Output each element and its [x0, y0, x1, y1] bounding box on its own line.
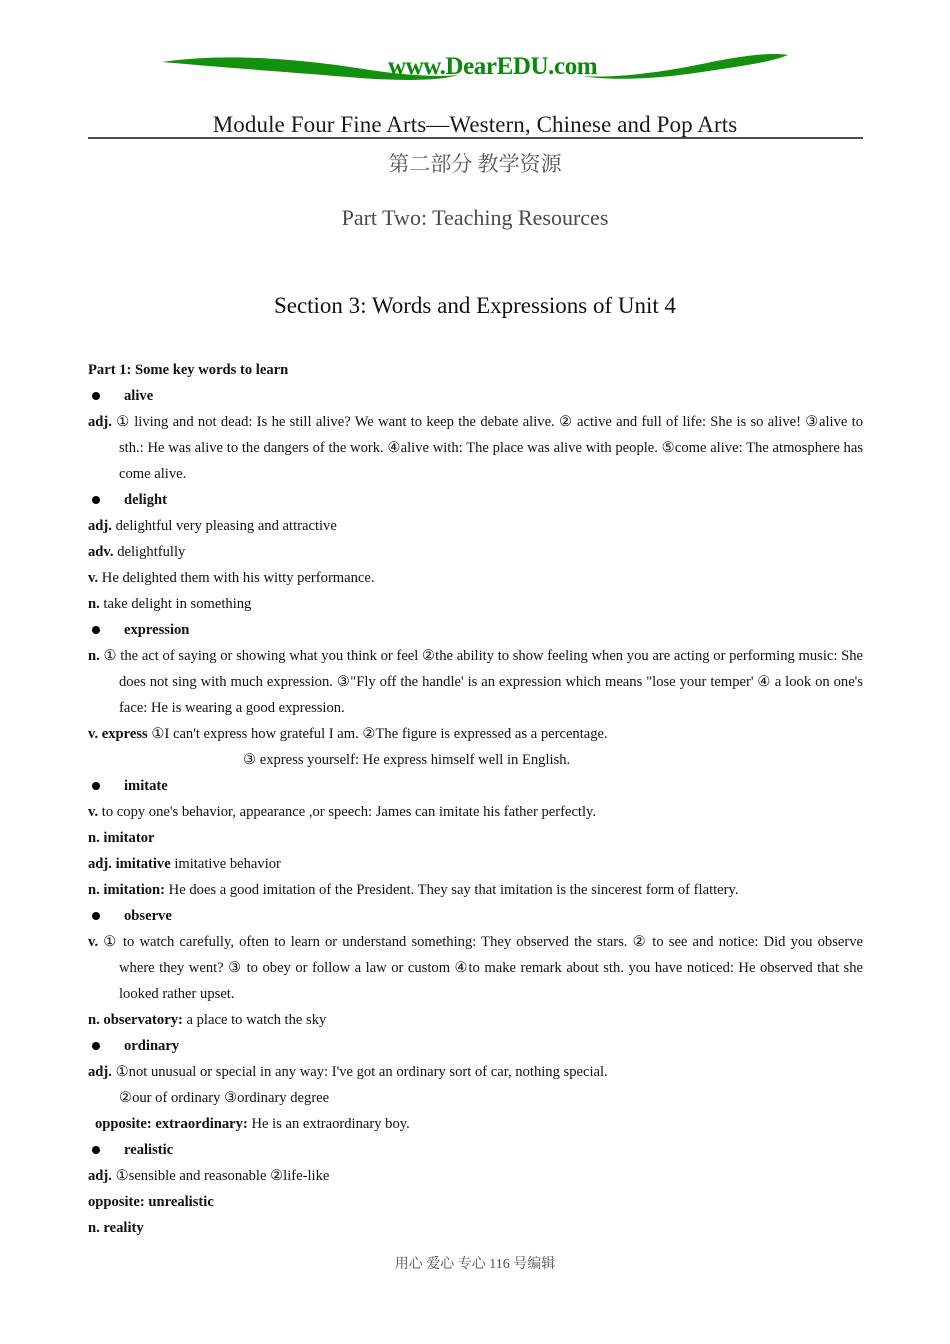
definition-line — [88, 1059, 863, 1085]
definition-text: ① to watch carefully, often to learn or understand something: They observed the stars. ② to see and notice: Did you observe where they went? ③ to obey or follow a law or custom ④to make remark about sth. you have noticed: He observed that she looked rather upset. — [98, 934, 863, 1002]
headword: realistic — [124, 1142, 174, 1158]
definition-line — [88, 643, 863, 721]
definition-line — [88, 1111, 863, 1137]
definition-line — [88, 851, 863, 877]
pos-label: n. observatory: — [88, 1012, 183, 1028]
definition-line — [88, 929, 863, 1007]
headword: expression — [124, 622, 190, 638]
page-footer: 用心 爱心 专心 116 号编辑 — [394, 1257, 556, 1272]
word-entry-heading — [88, 383, 863, 409]
pos-label: adj. imitative — [88, 856, 171, 872]
headword: alive — [124, 388, 154, 404]
site-header-band — [0, 52, 950, 92]
definition-text: ①I can't express how grateful I am. ②The figure is expressed as a percentage. — [147, 726, 608, 742]
definition-text: ③ express yourself: He express himself well in English. — [243, 752, 571, 768]
page-subtitle: Part Two: Teaching Resources — [341, 205, 609, 230]
definition-line — [88, 1085, 863, 1111]
headword: delight — [124, 492, 167, 508]
pos-label: v. — [88, 570, 99, 586]
pos-label: n. imitator — [88, 830, 155, 846]
bullet-dot-icon — [92, 626, 100, 634]
definition-text: He does a good imitation of the President. They say that imitation is the sincerest form of flattery. — [165, 882, 739, 898]
page-title-chinese: 第二部分 教学资源 — [388, 152, 562, 176]
dearedu-logo — [160, 52, 790, 88]
definition-text: ②our of ordinary ③ordinary degree — [119, 1090, 330, 1106]
pos-label: adj. — [88, 518, 112, 534]
pos-label: n. reality — [88, 1220, 144, 1236]
word-entry-heading — [88, 1033, 863, 1059]
pos-label: opposite: extraordinary: — [95, 1116, 248, 1132]
part-heading: Part 1: Some key words to learn — [88, 362, 289, 378]
definition-line — [88, 539, 863, 565]
definition-text: ①sensible and reasonable ②life-like — [111, 1168, 330, 1184]
logo-text: www.DearEDU.com — [388, 53, 598, 80]
headword: imitate — [124, 778, 168, 794]
document-body — [88, 357, 863, 1241]
pos-label: v. express — [88, 726, 148, 742]
bullet-dot-icon — [92, 392, 100, 400]
pos-label: adj. — [88, 414, 112, 430]
green-swoosh-right-icon — [582, 52, 790, 80]
word-entry-list — [88, 383, 863, 1241]
definition-text: delightful very pleasing and attractive — [111, 518, 337, 534]
definition-text: ① living and not dead: Is he still alive? We want to keep the debate alive. ② active and full of life: She is so alive! ③alive to sth.: He was alive to the dangers of the work. ④alive with: The place was alive with people. ⑤come alive: The atmosphere has come alive. — [111, 414, 863, 482]
headword: ordinary — [124, 1038, 180, 1054]
definition-text: ① the act of saying or showing what you think or feel ②the ability to show feeling when you are acting or performing music: She does not sing with much expression. ③"Fly off the handle' is an expression which means "lose your temper' ④ a look on one's face: He is wearing a good expression. — [99, 648, 863, 716]
definition-line — [88, 877, 863, 903]
bullet-dot-icon — [92, 1042, 100, 1050]
definition-text: imitative behavior — [170, 856, 281, 872]
word-entry-heading — [88, 487, 863, 513]
definition-line — [88, 721, 863, 747]
section-title: Section 3: Words and Expressions of Unit 4 — [273, 293, 677, 318]
definition-line — [88, 591, 863, 617]
pos-label: adj. — [88, 1168, 112, 1184]
bullet-dot-icon — [92, 496, 100, 504]
definition-line — [88, 825, 863, 851]
pos-label: n. — [88, 596, 100, 612]
pos-label: adv. — [88, 544, 114, 560]
definition-text: ①not unusual or special in any way: I've got an ordinary sort of car, nothing special. — [111, 1064, 608, 1080]
definition-text: He is an extraordinary boy. — [247, 1116, 410, 1132]
definition-line — [88, 409, 863, 487]
definition-line — [88, 1007, 863, 1033]
definition-line — [88, 799, 863, 825]
definition-line — [88, 565, 863, 591]
definition-line — [88, 747, 863, 773]
definition-line — [88, 1163, 863, 1189]
definition-text: delightfully — [113, 544, 186, 560]
pos-label: n. imitation: — [88, 882, 166, 898]
word-entry-heading — [88, 1137, 863, 1163]
definition-text: take delight in something — [99, 596, 252, 612]
bullet-dot-icon — [92, 782, 100, 790]
word-entry-heading — [88, 773, 863, 799]
definition-text: a place to watch the sky — [182, 1012, 327, 1028]
definition-line — [88, 1215, 863, 1241]
definition-line — [88, 1189, 863, 1215]
pos-label: n. — [88, 648, 100, 664]
word-entry-heading — [88, 903, 863, 929]
page-title: Module Four Fine Arts—Western, Chinese and Pop Arts — [212, 112, 738, 137]
pos-label: v. — [88, 934, 99, 950]
pos-label: v. — [88, 804, 99, 820]
definition-line — [88, 513, 863, 539]
pos-label: opposite: unrealistic — [88, 1194, 214, 1210]
headword: observe — [124, 908, 172, 924]
pos-label: adj. — [88, 1064, 112, 1080]
definition-text: to copy one's behavior, appearance ,or speech: James can imitate his father perfectly. — [98, 804, 597, 820]
bullet-dot-icon — [92, 1146, 100, 1154]
definition-text: He delighted them with his witty performance. — [98, 570, 375, 586]
word-entry-heading — [88, 617, 863, 643]
bullet-dot-icon — [92, 912, 100, 920]
